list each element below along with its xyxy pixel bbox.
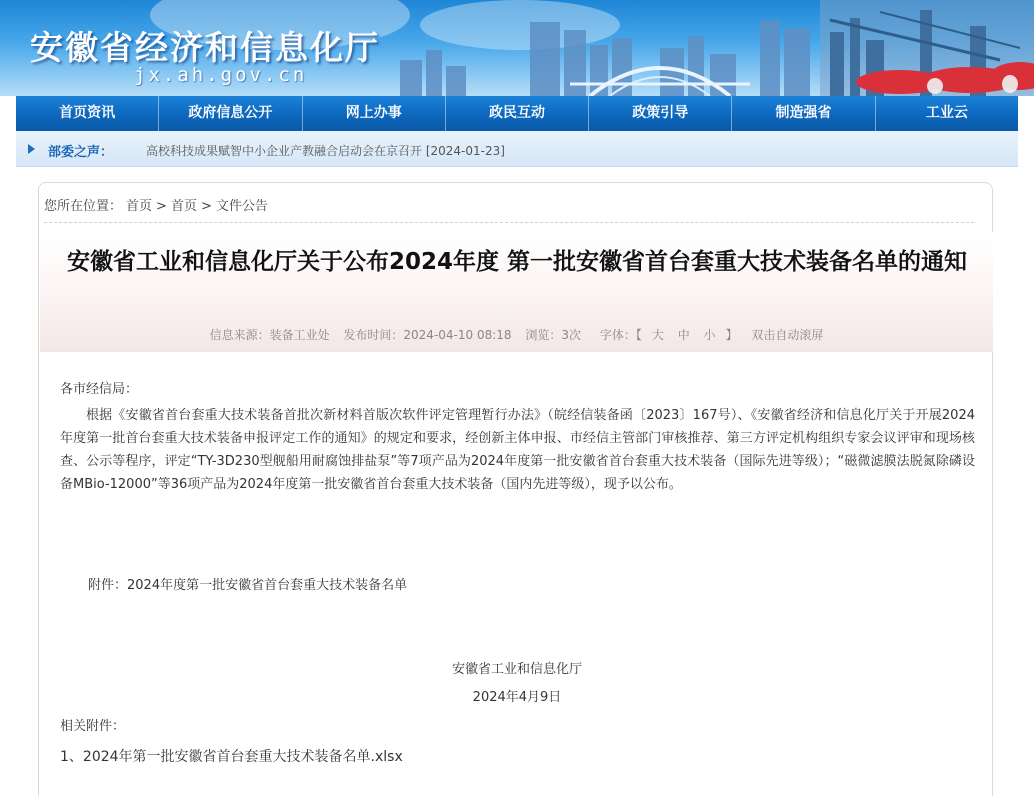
breadcrumb-link-home[interactable]: 首页 bbox=[126, 199, 153, 214]
city-skyline-image bbox=[360, 0, 1034, 96]
related-attachments-label: 相关附件： bbox=[60, 719, 126, 734]
meta-source: 信息来源：装备工业处 bbox=[209, 328, 330, 342]
attachment-file-link[interactable]: 1、2024年第一批安徽省首台套重大技术装备名单.xlsx bbox=[60, 749, 403, 765]
triangle-arrow-icon bbox=[28, 144, 35, 154]
autoscroll-toggle[interactable]: 双击自动滚屏 bbox=[751, 328, 824, 342]
ticker-label: 部委之声： bbox=[48, 145, 114, 160]
meta-views: 浏览：3次 bbox=[525, 328, 582, 342]
site-domain: jx.ah.gov.cn bbox=[134, 64, 308, 86]
meta-published: 发布时间：2024-04-10 08:18 bbox=[343, 328, 512, 342]
font-size-medium-button[interactable]: 中 bbox=[677, 328, 690, 342]
news-ticker bbox=[16, 131, 1018, 167]
main-nav bbox=[16, 96, 1018, 131]
breadcrumb-link-home-2[interactable]: 首页 bbox=[170, 199, 197, 214]
article-title: 安徽省工业和信息化厅关于公布2024年度 第一批安徽省首台套重大技术装备名单的通知 bbox=[66, 249, 968, 275]
article-body bbox=[60, 404, 975, 496]
article-paragraph: 根据《安徽省首台套重大技术装备首批次新材料首版次软件评定管理暂行办法》（皖经信装备函〔2023〕167号）、《安徽省经济和信息化厅关于开展2024年度第一批首台套重大技术装备申报评定工作的通知》的规定和要求，经创新主体申报、市经信主管部门审核推荐、第三方评定机构组织专家会议评审和现场核查、公示等程序，评定“TY-3D230型舰船用耐腐蚀排盐泵”等7项产品为2024年度第一批安徽省首台套重大技术装备（国际先进等级）；“磁微滤膜法脱氮除磷设备MBio-12000”等36项产品为2024年度第一批安徽省首台套重大技术装备（国内先进等级），现予以公布。 bbox=[60, 408, 975, 492]
breadcrumb bbox=[44, 195, 272, 214]
font-size-label: 字体：【 bbox=[599, 328, 642, 342]
nav-item-industry-cloud[interactable]: 工业云 bbox=[925, 105, 968, 121]
breadcrumb-separator: > bbox=[156, 199, 167, 214]
breadcrumb-link-announcements[interactable]: 文件公告 bbox=[215, 199, 268, 214]
nav-item-policy[interactable]: 政策引导 bbox=[589, 96, 732, 131]
salutation: 各市经信局： bbox=[60, 382, 139, 397]
nav-item-manufacturing[interactable]: 制造强省 bbox=[732, 96, 875, 131]
breadcrumb-separator: > bbox=[200, 199, 212, 214]
site-title[interactable]: 安徽省经济和信息化厅 bbox=[30, 28, 380, 67]
font-size-bracket: 】 bbox=[725, 328, 738, 342]
nav-item-home-news[interactable]: 首页资讯 bbox=[16, 96, 159, 131]
signature-org: 安徽省工业和信息化厅 bbox=[451, 662, 582, 677]
article-meta bbox=[40, 326, 993, 343]
divider bbox=[44, 222, 974, 223]
nav-item-gov-info[interactable]: 政府信息公开 bbox=[159, 96, 302, 131]
site-banner bbox=[0, 0, 1034, 96]
signature-date: 2024年4月9日 bbox=[472, 690, 562, 705]
font-size-large-button[interactable]: 大 bbox=[651, 328, 664, 342]
nav-item-online-services[interactable]: 网上办事 bbox=[303, 96, 446, 131]
breadcrumb-prefix: 您所在位置： bbox=[44, 199, 123, 214]
nav-item-interaction[interactable]: 政民互动 bbox=[446, 96, 589, 131]
ticker-news-link[interactable]: 高校科技成果赋智中小企业产教融合启动会在京召开 [2024-01-23] bbox=[146, 144, 505, 158]
attachment-note: 附件：2024年度第一批安徽省首台套重大技术装备名单 bbox=[88, 578, 408, 593]
font-size-small-button[interactable]: 小 bbox=[703, 328, 716, 342]
